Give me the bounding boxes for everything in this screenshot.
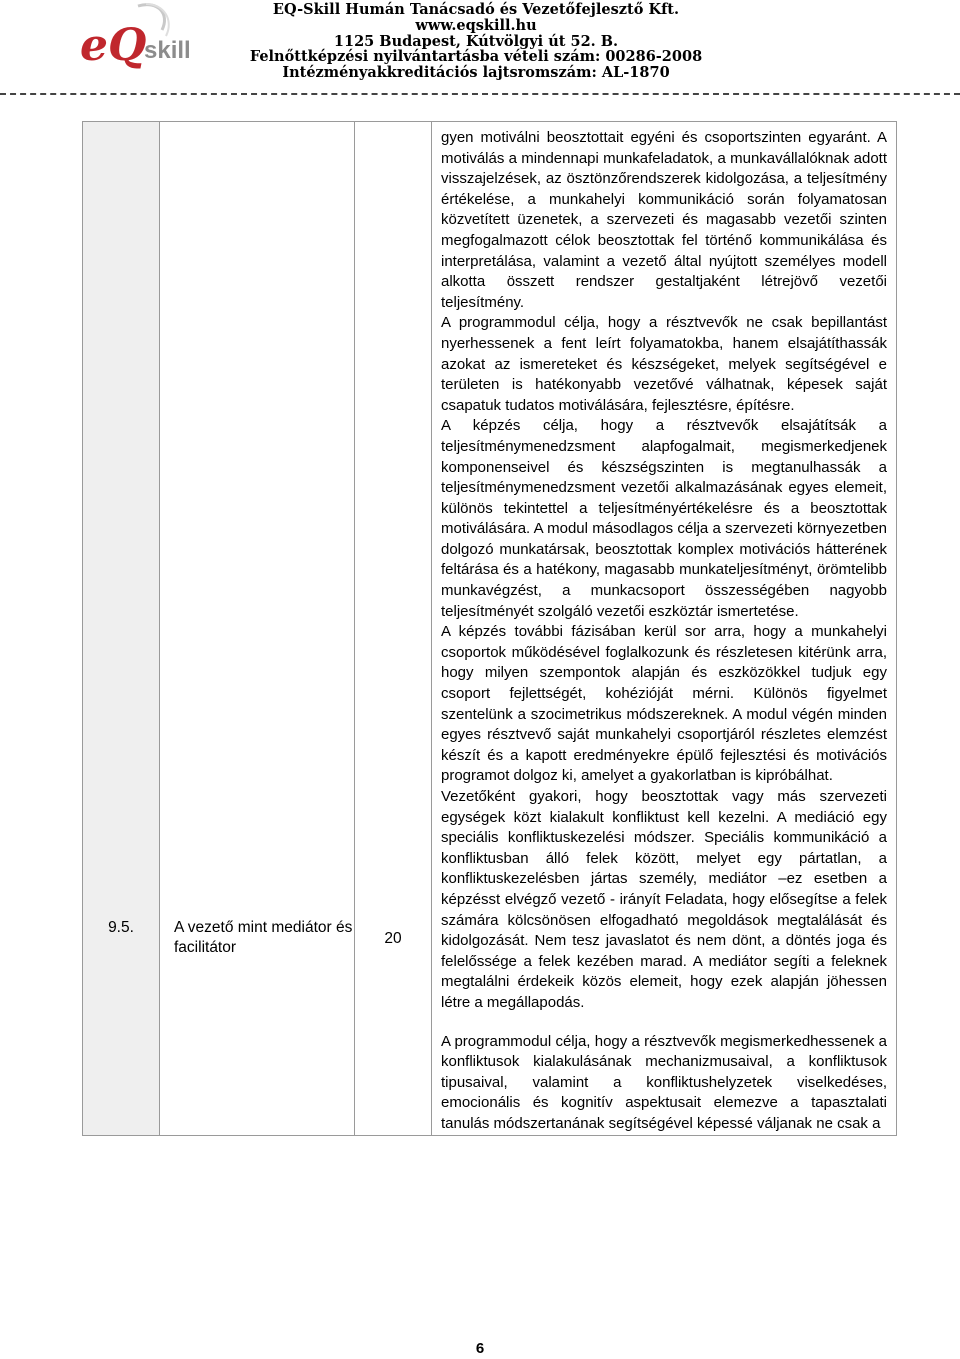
module-description <box>432 122 897 1136</box>
eqskill-logo-icon <box>78 2 198 72</box>
description-paragraph: A programmodul célja, hogy a résztvevők megismerkedhessenek a konfliktusok kialakulásának mechanizmusaival, a konfliktusok tipusaival, valamint a konfliktushelyzetek viselkedéses, emocionális és kognitív aspektusait elemezve a tapasztalati tanulás módszertanának segítségével képessé váljanak ne csak a <box>441 1032 887 1132</box>
module-number: 9.5. <box>83 122 160 1136</box>
table-row <box>83 122 897 1136</box>
description-paragraph: A programmodul célja, hogy a résztvevők ne csak bepillantást nyerhessenek a fent leírt folyamatokba, hanem elsajátíthassák azokat az ismereteket és készségeket, melyek segítségével e területen is hatékonyabb vezetővé válhatnak, képesek saját csapatuk tudatos motiválására, fejlesztésre, építésre. <box>441 314 887 414</box>
page-number: 6 <box>475 1340 485 1357</box>
svg-text:skill: skill <box>144 37 191 64</box>
description-paragraph: gyen motiválni beosztottait egyéni és csoportszinten egyaránt. A motiválás a mindennapi munkafeladatok, a munkavállalóknak adott visszajelzések, az ösztönzőrendszerek kidolgozása, a teljesítmény értékelése, a munkahelyi kommunikáció során folyamatosan közvetített üzenetek, a szervezeti és magasabb vezetői szinten megfogalmazott célok beosztottak fel történő kommunikálása és interpretálása, valamint a vezető által nyújtott személyes modell alkotta összett rendszer gestaltjaként létrejövő vezetői teljesítmény. <box>441 129 887 311</box>
company-website[interactable]: www.eqskill.hu <box>415 16 537 34</box>
module-hours: 20 <box>355 122 432 1136</box>
description-paragraph: A képzés további fázisában kerül sor arra, hogy a munkahelyi csoportok működésével foglalkozunk és részletesen kitérünk arra, hogy milyen szempontok alapján és eszközökkel tudjuk egy csoport fejlettségét, kohézióját mérni. Különös figyelmet szentelünk a szocimetrikus módszereknek. A modul végén minden egyes résztvevő saját munkahelyi csoportjáról részletes elemzést készít és a kapott eredményekre épülő fejlesztési és motivációs programot dolgoz ki, amelyet a gyakorlatban is kipróbálhat. <box>441 623 887 785</box>
accreditation-number: Intézményakkreditációs lajtsromszám: AL-1870 <box>282 64 670 82</box>
module-table <box>82 121 897 1136</box>
header-divider <box>0 93 960 95</box>
page-header <box>0 0 960 95</box>
description-paragraph: A képzés célja, hogy a résztvevők elsajátítsák a teljesítménymenedzsment alapfogalmait, megismerkedjenek komponenseivel és készségszinten is megtanulhassák a teljesítménymenedzsment vezetői alkalmazásának egyes elemeit, különös tekintettel a teljesítményértékelésre és a beosztottak motiválására. A modul másodlagos célja a szervezeti környezetben dolgozó munkatársak, beosztottak komplex motivációs hátterének feltárása és a hatékony, magasabb munkateljesítményt, örömtelibb munkavégzést, a munkacsoport összességében nagyobb teljesítményét szolgáló vezetői eszköztár ismertetése. <box>441 417 887 620</box>
company-name: EQ-Skill Humán Tanácsadó és Vezetőfejlesztő Kft. <box>272 1 680 18</box>
paragraph-spacer <box>441 1014 887 1032</box>
svg-text:eQ: eQ <box>80 20 147 71</box>
company-address: 1125 Budapest, Kútvölgyi út 52. B. <box>333 32 619 50</box>
module-title: A vezető mint mediátor és facilitátor <box>160 122 355 1136</box>
company-info <box>216 2 736 81</box>
registration-number: Felnőttképzési nyilvántartásba vételi szám: 00286-2008 <box>249 48 703 66</box>
company-logo <box>78 2 198 72</box>
description-paragraph: Vezetőként gyakori, hogy beosztottak vagy más szervezeti egységek közt kialakult konfliktust kell kezelni. A mediáció egy speciális konfliktuskezelési módszer. Speciális kommunikáció a konfliktusban álló felek között, melyet egy pártatlan, a konfliktuskezelésben jártas személy, mediátor –ez esetben a képzésst elvégző vezető - irányít Feladata, hogy elősegítse a felek számára kölcsönösen elfogadható megoldások megtalálását és kidolgozását. Nem tesz javaslatot és nem dönt, a döntés joga és felelőssége a felek kezében marad. A mediátor segíti a feleknek megtalálni érdekeik közös elemeit, hogy ezek alapján jöhessen létre a megállapodás. <box>441 788 887 1011</box>
